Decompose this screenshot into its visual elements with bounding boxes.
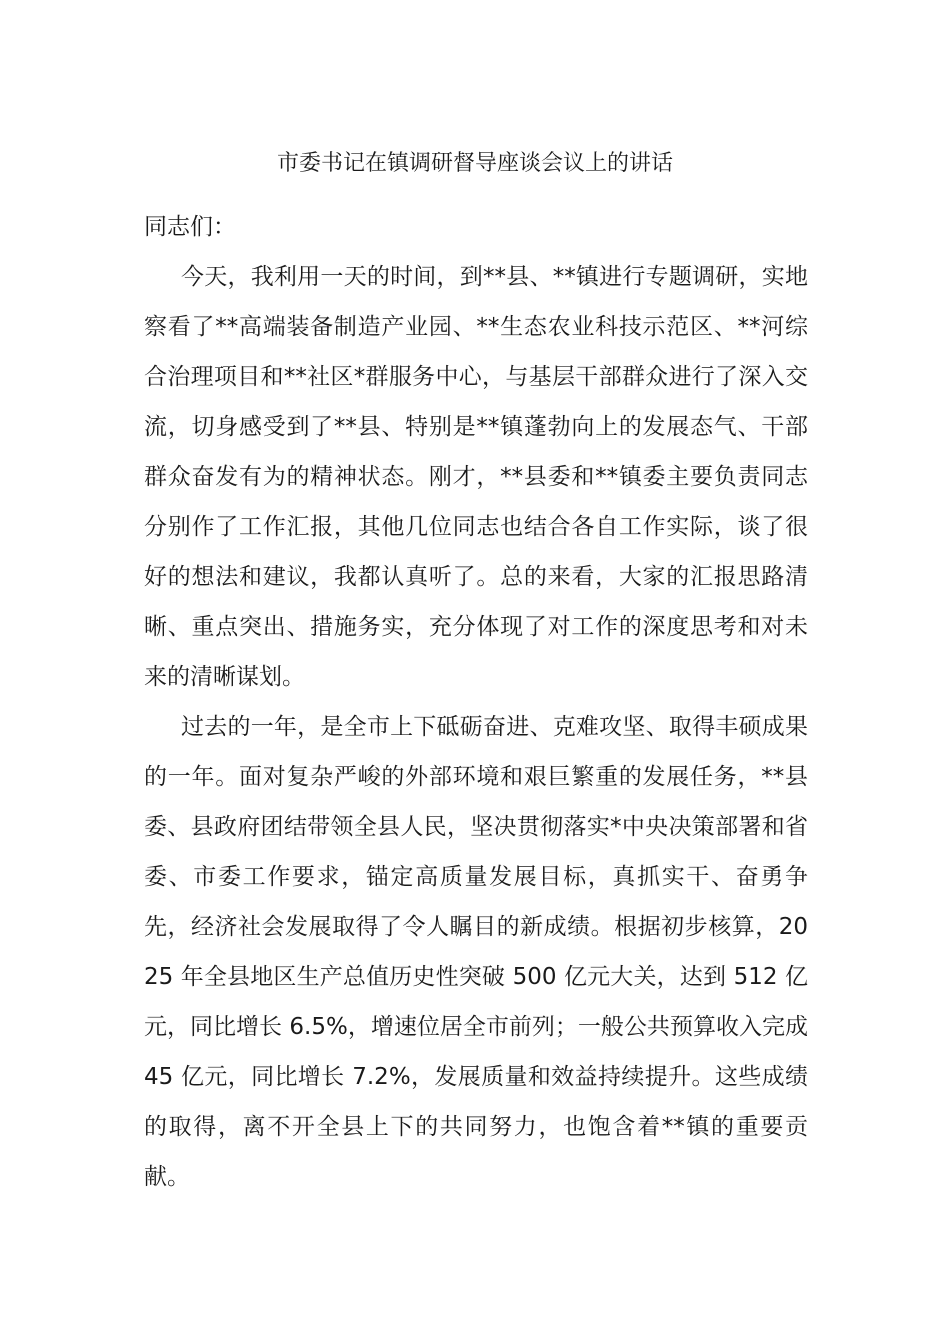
- document-title: 市委书记在镇调研督导座谈会议上的讲话: [276, 151, 673, 176]
- body-paragraph-2: 过去的一年，是全市上下砥砺奋进、克难攻坚、取得丰硕成果的一年。面对复杂严峻的外部环境和艰巨繁重的发展任务，**县委、县政府团结带领全县人民，坚决贯彻落实*中央决策部署和省委、市委工作要求，锚定高质量发展目标，真抓实干、奋勇争先，经济社会发展取得了令人瞩目的新成绩。根据初步核算，2025 年全县地区生产总值历史性突破 500 亿元大关，达到 512 亿元，同比增长 6.5%，增速位居全市前列；一般公共预算收入完成 45 亿元，同比增长 7.2%，发展质量和效益持续提升。这些成绩的取得，离不开全县上下的共同努力，也饱含着**镇的重要贡献。: [144, 714, 808, 1190]
- body-paragraph-1: 今天，我利用一天的时间，到**县、**镇进行专题调研，实地察看了**高端装备制造产业园、**生态农业科技示范区、**河综合治理项目和**社区*群服务中心，与基层干部群众进行了深入交流，切身感受到了**县、特别是**镇蓬勃向上的发展态气、干部群众奋发有为的精神状态。刚才，**县委和**镇委主要负责同志分别作了工作汇报，其他几位同志也结合各自工作实际，谈了很好的想法和建议，我都认真听了。总的来看，大家的汇报思路清晰、重点突出、措施务实，充分体现了对工作的深度思考和对未来的清晰谋划。: [144, 264, 808, 690]
- salutation: 同志们：: [144, 214, 236, 240]
